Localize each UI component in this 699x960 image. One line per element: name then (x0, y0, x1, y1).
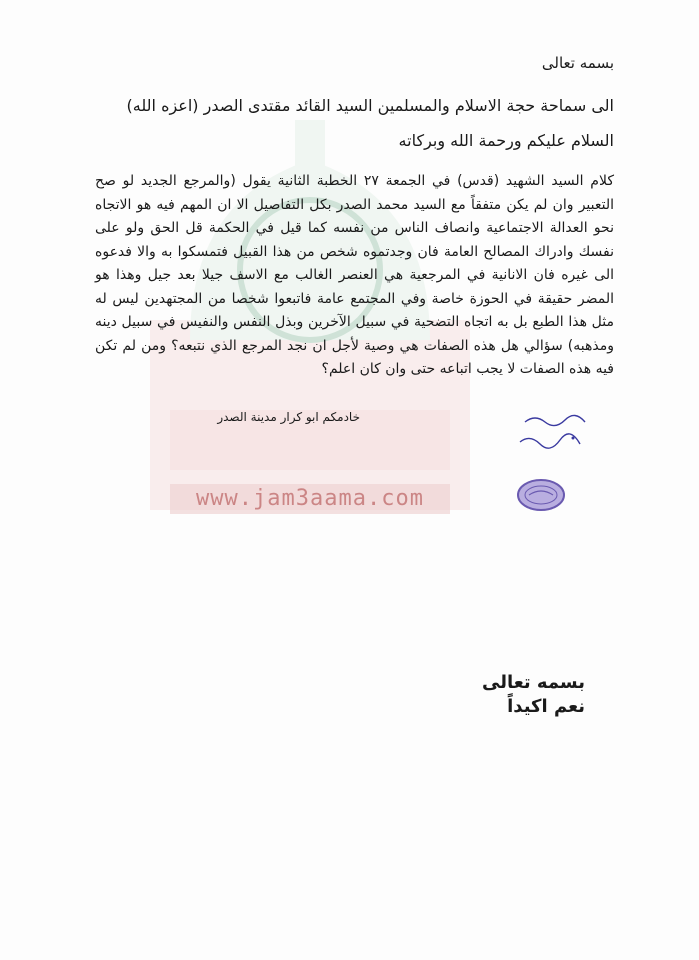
basmala-header: بسمه تعالى (541, 54, 614, 72)
addressee-line: الى سماحة حجة الاسلام والمسلمين السيد القائد مقتدى الصدر (اعزه الله) (126, 96, 614, 115)
reply-answer: نعم اكيداً (507, 696, 585, 717)
greeting-line: السلام عليكم ورحمة الله وبركاته (398, 131, 614, 150)
official-seal-stamp (516, 478, 566, 512)
reply-basmala: بسمه تعالى (482, 672, 585, 693)
signoff-line: خادمكم ابو كرار مدينة الصدر (217, 410, 360, 424)
question-body: كلام السيد الشهيد (قدس) في الجمعة ٢٧ الخطبة الثانية يقول (والمرجع الجديد لو صح التعبير وان لم يكن متفقاً مع السيد محمد الصدر بكل التفاصيل الا ان المهم فيه هو الاتجاه نحو العدالة الاجتماعية وانصاف الناس من نفسه كما قيل في الحكمة قل الحق ولو على نفسك وادراك المصالح العامة فان وجدتموه شخص من هذا القبيل فتمسكوا به والا فدعوه الى غيره فان الانانية في المرجعية هي العنصر الغالب مع الاسف جيلا بعد جيل وهذا هو المضر حقيقة في الحوزة خاصة وفي المجتمع عامة فاتبعوا شخصا من المجتهدين ليس له مثل هذا الطبع بل به اتجاه التضحية في سبيل الآخرين وبذل النفس والنفيس في سبيل دينه ومذهبه) سؤالي هل هذه الصفات هي وصية لأجل ان نجد المرجع الذي نتبعه؟ ومن لم تكن فيه هذه الصفات لا يجب اتباعه حتى وان كان اعلم؟ (95, 173, 614, 377)
handwritten-answer-note (515, 410, 595, 460)
watermark-url: www.jam3aama.com (170, 484, 450, 514)
